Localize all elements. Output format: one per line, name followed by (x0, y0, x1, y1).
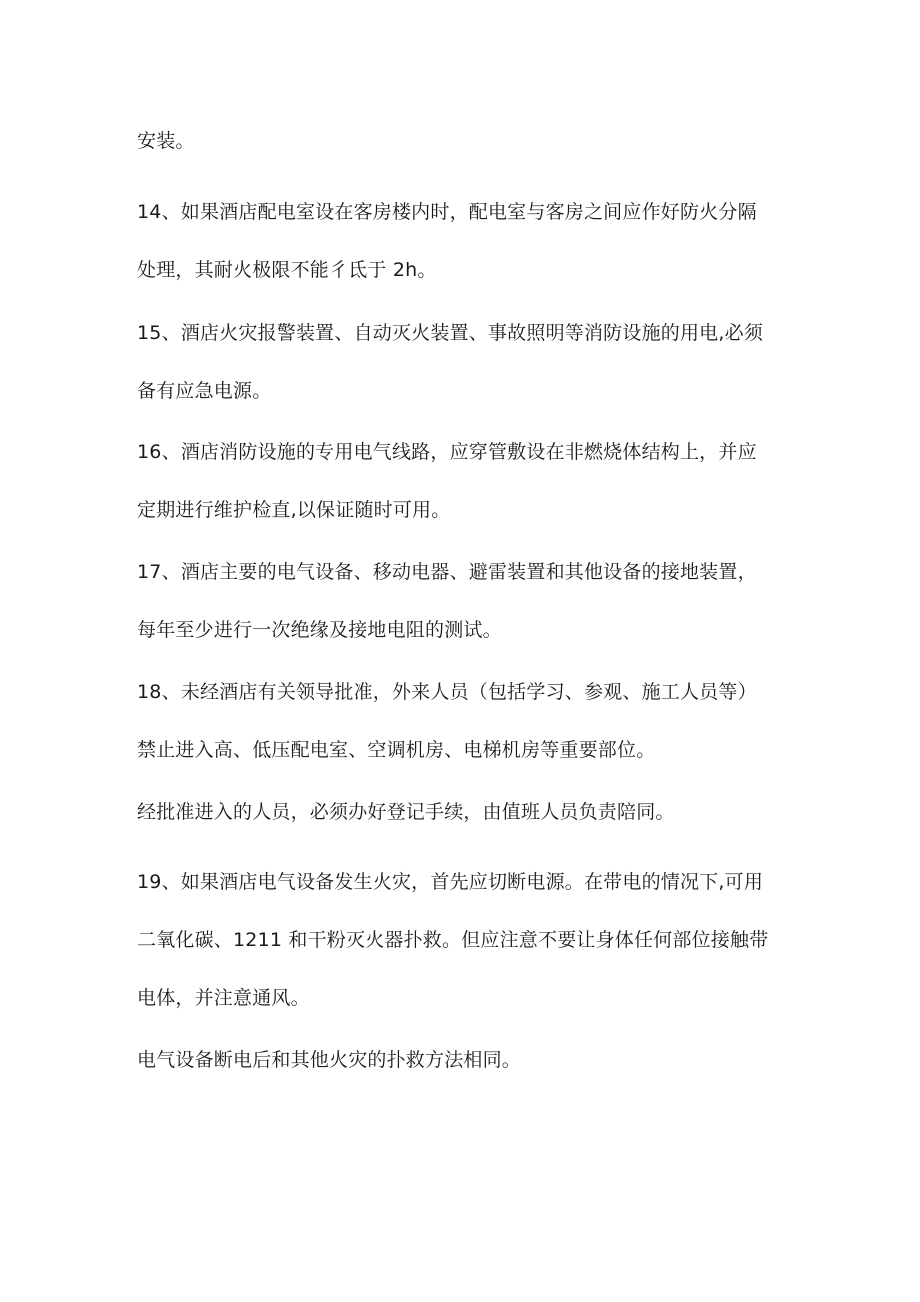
paragraph-continuation (137, 126, 797, 156)
text-line: 处理，其耐火极限不能彳氐于 2h。 (137, 259, 437, 281)
text-line: 17、酒店主要的电气设备、移动电器、避雷装置和其他设备的接地装置， (137, 561, 757, 583)
text-line: 电体，并注意通风。 (137, 987, 310, 1009)
paragraph-after-power-off (137, 1045, 797, 1075)
text-line: 安装。 (137, 130, 195, 152)
paragraph-item-17 (137, 557, 797, 645)
text-line: 禁止进入高、低压配电室、空调机房、电梯机房等重要部位。 (137, 739, 656, 761)
text-line: 电气设备断电后和其他火灾的扑救方法相同。 (137, 1049, 522, 1071)
paragraph-approved-visitors (137, 797, 797, 827)
text-line: 每年至少进行一次绝缘及接地电阻的测试。 (137, 619, 502, 641)
paragraph-item-18 (137, 677, 797, 765)
text-line: 18、未经酒店有关领导批准，外来人员（包括学习、参观、施工人员等） (137, 681, 757, 703)
text-line: 备有应急电源。 (137, 380, 272, 402)
text-line: 14、如果酒店配电室设在客房楼内时，配电室与客房之间应作好防火分隔 (137, 201, 757, 223)
paragraph-item-19 (137, 867, 797, 1013)
paragraph-item-15 (137, 318, 797, 406)
text-line: 16、酒店消防设施的专用电气线路，应穿管敷设在非燃烧体结构上，并应 (137, 441, 757, 463)
paragraph-item-14 (137, 197, 797, 285)
text-line: 二氧化碳、1211 和干粉灭火器扑救。但应注意不要让身体任何部位接触带 (137, 929, 769, 951)
text-line: 19、如果酒店电气设备发生火灾，首先应切断电源。在带电的情况下,可用 (137, 871, 764, 893)
text-line: 15、酒店火灾报警装置、自动灭火装置、事故照明等消防设施的用电,必须 (137, 322, 764, 344)
text-line: 定期进行维护检直,以保证随时可用。 (137, 499, 451, 521)
paragraph-item-16 (137, 437, 797, 525)
text-line: 经批准进入的人员，必须办好登记手续，由值班人员负责陪同。 (137, 801, 675, 823)
